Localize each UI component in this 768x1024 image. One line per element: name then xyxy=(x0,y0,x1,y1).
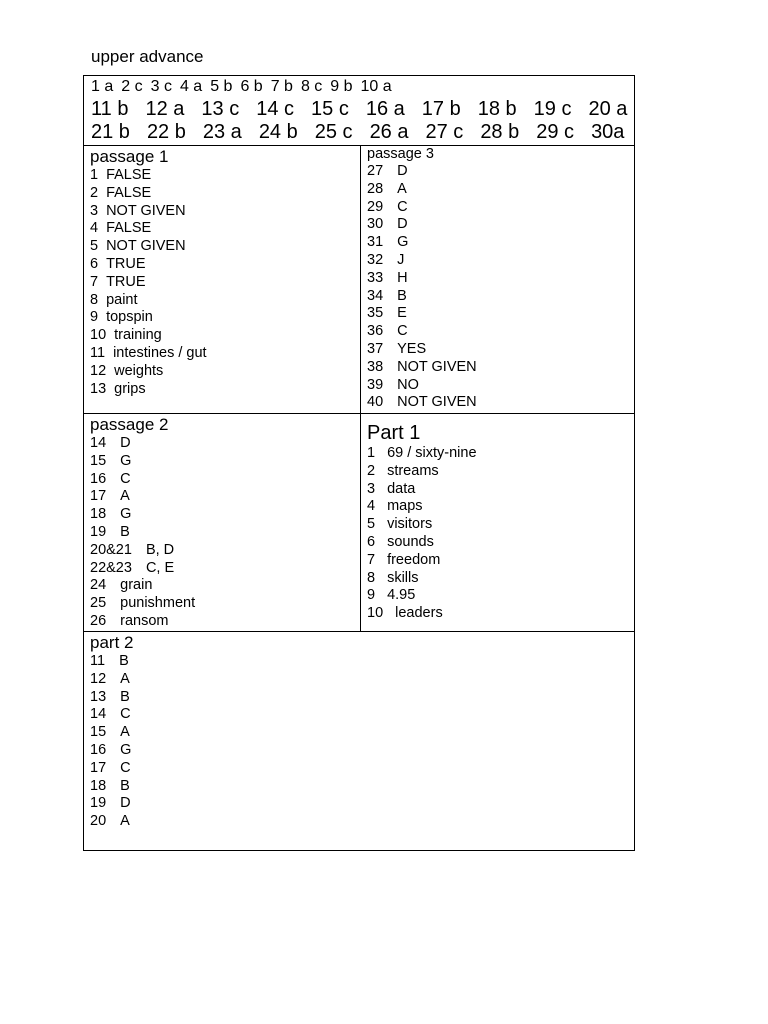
divider xyxy=(84,145,634,146)
passage-3-cell xyxy=(367,146,477,412)
question-number: 1 xyxy=(90,167,99,183)
answer-text: G xyxy=(120,506,132,523)
question-number: 12 xyxy=(90,362,107,379)
answer-text: G xyxy=(397,234,409,251)
grammar-answer: 1 a xyxy=(91,78,114,95)
divider xyxy=(84,413,634,414)
question-number: 10 xyxy=(90,327,107,344)
answer-text: A xyxy=(120,488,130,505)
part-2-heading: part 2 xyxy=(90,633,134,652)
answer-text: FALSE xyxy=(106,184,152,201)
grammar-answer: 15 c xyxy=(311,98,349,120)
question-number: 8 xyxy=(90,291,99,308)
question-number: 38 xyxy=(367,358,384,375)
grammar-answer: 29 c xyxy=(536,121,575,143)
answer-text: data xyxy=(387,480,416,497)
answer-item xyxy=(90,203,207,221)
answer-item xyxy=(90,274,207,292)
answer-item xyxy=(367,305,477,323)
answer-text: topspin xyxy=(106,309,153,326)
question-number: 3 xyxy=(90,202,99,219)
part-1-heading: Part 1 xyxy=(367,422,421,444)
answer-item xyxy=(90,238,207,256)
question-number: 24 xyxy=(90,577,107,594)
answer-text: NOT GIVEN xyxy=(397,358,477,375)
question-number: 25 xyxy=(90,595,107,612)
question-number: 4 xyxy=(367,498,376,515)
question-number: 33 xyxy=(367,269,384,286)
grammar-answer: 10 a xyxy=(360,78,392,95)
passage-2-list xyxy=(90,435,195,631)
question-number: 34 xyxy=(367,287,384,304)
answer-item xyxy=(90,706,133,724)
answer-item xyxy=(90,453,195,471)
grammar-answer: 18 b xyxy=(477,98,517,120)
grammar-answer: 27 c xyxy=(425,121,464,143)
question-number: 13 xyxy=(90,380,107,397)
grammar-answer: 17 b xyxy=(421,98,461,120)
answer-text: YES xyxy=(397,340,427,357)
answer-key-table xyxy=(83,75,635,851)
answer-text: FALSE xyxy=(106,167,152,183)
answer-item xyxy=(90,506,195,524)
passage-1-list xyxy=(90,167,207,398)
grammar-answer: 19 c xyxy=(533,98,572,120)
passage-1-cell xyxy=(90,147,207,398)
answer-item xyxy=(90,167,207,185)
question-number: 27 xyxy=(367,163,384,179)
answer-item xyxy=(90,345,207,363)
answer-text: C xyxy=(397,198,408,215)
answer-item xyxy=(367,570,477,588)
grammar-answer: 11 b xyxy=(91,98,129,120)
answer-item xyxy=(90,381,207,399)
answer-item xyxy=(367,252,477,270)
answer-item xyxy=(90,327,207,345)
question-number: 7 xyxy=(367,551,376,568)
grammar-answer: 2 c xyxy=(121,78,143,95)
answer-text: B xyxy=(119,653,129,669)
part-1-list xyxy=(367,445,477,623)
question-number: 15 xyxy=(90,452,107,469)
answer-text: ransom xyxy=(120,612,169,629)
question-number: 16 xyxy=(90,741,107,758)
answer-text: 4.95 xyxy=(387,587,416,604)
grammar-answer: 24 b xyxy=(258,121,298,143)
grammar-answer: 22 b xyxy=(146,121,186,143)
grammar-answer: 21 b xyxy=(91,121,130,143)
answer-text: NOT GIVEN xyxy=(106,202,186,219)
answer-item xyxy=(90,220,207,238)
answer-item xyxy=(90,724,133,742)
answer-text: D xyxy=(397,163,408,179)
answer-item xyxy=(367,199,477,217)
answer-item xyxy=(367,288,477,306)
answer-text: TRUE xyxy=(106,255,146,272)
answer-text: A xyxy=(120,724,130,741)
part-2-cell xyxy=(90,633,133,831)
question-number: 29 xyxy=(367,198,384,215)
part-1-cell xyxy=(367,421,477,623)
question-number: 31 xyxy=(367,234,384,251)
question-number: 37 xyxy=(367,340,384,357)
passage-2-heading: passage 2 xyxy=(90,415,169,434)
answer-item xyxy=(90,577,195,595)
grammar-row-2 xyxy=(91,98,627,121)
answer-text: B xyxy=(120,523,130,540)
question-number: 36 xyxy=(367,323,384,340)
question-number: 14 xyxy=(90,706,107,723)
answer-text: C, E xyxy=(145,559,175,576)
question-number: 22&23 xyxy=(90,559,132,576)
answer-item xyxy=(367,234,477,252)
answer-item xyxy=(90,742,133,760)
question-number: 12 xyxy=(90,670,107,687)
question-number: 8 xyxy=(367,569,376,586)
answer-item xyxy=(90,795,133,813)
answer-item xyxy=(90,778,133,796)
answer-text: G xyxy=(120,741,132,758)
question-number: 14 xyxy=(90,435,107,451)
passage-3-heading: passage 3 xyxy=(367,146,434,162)
question-number: 6 xyxy=(90,255,99,272)
question-number: 11 xyxy=(90,344,106,361)
answer-item xyxy=(367,216,477,234)
answer-item xyxy=(367,323,477,341)
question-number: 39 xyxy=(367,376,384,393)
answer-text: G xyxy=(120,452,132,469)
question-number: 17 xyxy=(90,759,107,776)
answer-item xyxy=(367,481,477,499)
answer-item xyxy=(90,185,207,203)
question-number: 2 xyxy=(90,184,99,201)
question-number: 7 xyxy=(90,273,99,290)
grammar-row-3 xyxy=(91,121,624,144)
question-number: 4 xyxy=(90,220,99,237)
answer-item xyxy=(90,689,133,707)
answer-text: B xyxy=(120,777,130,794)
passage-3-list xyxy=(367,163,477,412)
answer-text: NOT GIVEN xyxy=(397,394,477,411)
answer-item xyxy=(90,542,195,560)
question-number: 5 xyxy=(367,516,376,533)
answer-text: visitors xyxy=(387,516,433,533)
answer-text: grain xyxy=(120,577,153,594)
question-number: 40 xyxy=(367,394,384,411)
question-number: 11 xyxy=(90,653,106,669)
divider xyxy=(84,631,634,632)
answer-text: punishment xyxy=(120,595,196,612)
passage-1-heading: passage 1 xyxy=(90,147,169,166)
answer-item xyxy=(367,498,477,516)
question-number: 35 xyxy=(367,305,384,322)
answer-item xyxy=(367,605,477,623)
question-number: 16 xyxy=(90,470,107,487)
passage-2-cell xyxy=(90,415,195,631)
answer-text: D xyxy=(397,216,408,233)
answer-item xyxy=(367,463,477,481)
answer-item xyxy=(90,435,195,453)
question-number: 9 xyxy=(90,309,99,326)
question-number: 28 xyxy=(367,180,384,197)
answer-text: C xyxy=(120,759,131,776)
column-divider xyxy=(360,145,361,631)
answer-text: sounds xyxy=(387,533,434,550)
question-number: 9 xyxy=(367,587,376,604)
document-title: upper advance xyxy=(91,47,204,66)
answer-item xyxy=(367,587,477,605)
answer-item xyxy=(367,359,477,377)
question-number: 32 xyxy=(367,251,384,268)
answer-item xyxy=(90,292,207,310)
answer-item xyxy=(90,488,195,506)
answer-text: C xyxy=(120,706,131,723)
question-number: 13 xyxy=(90,688,107,705)
answer-text: leaders xyxy=(395,605,443,622)
answer-item xyxy=(367,270,477,288)
question-number: 20 xyxy=(90,813,107,830)
grammar-row-1 xyxy=(91,78,392,96)
grammar-answer: 20 a xyxy=(588,98,628,120)
answer-text: TRUE xyxy=(106,273,146,290)
answer-item xyxy=(367,181,477,199)
grammar-answer: 14 c xyxy=(256,98,295,120)
grammar-answer: 23 a xyxy=(202,121,242,143)
question-number: 17 xyxy=(90,488,107,505)
answer-text: B xyxy=(397,287,407,304)
answer-text: NO xyxy=(397,376,419,393)
answer-text: B, D xyxy=(145,541,175,558)
answer-text: B xyxy=(120,688,130,705)
answer-text: intestines / gut xyxy=(113,344,207,361)
grammar-answer: 26 a xyxy=(369,121,409,143)
answer-item xyxy=(90,595,195,613)
question-number: 18 xyxy=(90,506,107,523)
answer-text: grips xyxy=(114,380,146,397)
answer-text: A xyxy=(120,813,130,830)
grammar-answer: 12 a xyxy=(145,98,185,120)
question-number: 2 xyxy=(367,462,376,479)
grammar-answer: 4 a xyxy=(179,78,203,95)
question-number: 5 xyxy=(90,238,99,255)
grammar-answer: 3 c xyxy=(150,78,172,95)
question-number: 3 xyxy=(367,480,376,497)
grammar-answer: 30a xyxy=(591,121,625,143)
answer-item xyxy=(90,613,195,631)
question-number: 10 xyxy=(367,605,384,622)
answer-text: A xyxy=(120,670,130,687)
answer-text: H xyxy=(397,269,408,286)
grammar-answer: 9 b xyxy=(330,78,353,95)
question-number: 19 xyxy=(90,795,107,812)
answer-item xyxy=(367,445,477,463)
grammar-answer: 6 b xyxy=(240,78,263,95)
answer-item xyxy=(367,516,477,534)
answer-text: freedom xyxy=(387,551,441,568)
question-number: 15 xyxy=(90,724,107,741)
answer-text: A xyxy=(397,180,407,197)
question-number: 1 xyxy=(367,445,376,461)
answer-item xyxy=(367,552,477,570)
answer-item xyxy=(367,163,477,181)
answer-text: weights xyxy=(114,362,164,379)
question-number: 19 xyxy=(90,523,107,540)
answer-text: streams xyxy=(387,462,439,479)
answer-item xyxy=(367,534,477,552)
answer-item xyxy=(90,256,207,274)
answer-item xyxy=(90,524,195,542)
answer-item xyxy=(90,471,195,489)
question-number: 6 xyxy=(367,533,376,550)
grammar-answer: 5 b xyxy=(210,78,233,95)
answer-item xyxy=(367,341,477,359)
answer-item xyxy=(90,363,207,381)
answer-text: 69 / sixty-nine xyxy=(387,445,477,461)
answer-text: maps xyxy=(387,498,423,515)
grammar-answer: 28 b xyxy=(480,121,520,143)
answer-text: E xyxy=(397,305,407,322)
question-number: 20&21 xyxy=(90,541,132,558)
answer-text: J xyxy=(397,251,405,268)
grammar-answer: 8 c xyxy=(300,78,323,95)
grammar-answer: 13 c xyxy=(201,98,240,120)
part-2-list xyxy=(90,653,133,831)
answer-text: FALSE xyxy=(106,220,152,237)
grammar-answer: 16 a xyxy=(365,98,405,120)
answer-item xyxy=(90,760,133,778)
grammar-answer: 25 c xyxy=(314,121,353,143)
answer-text: C xyxy=(120,470,131,487)
answer-item xyxy=(90,560,195,578)
answer-text: C xyxy=(397,323,408,340)
question-number: 18 xyxy=(90,777,107,794)
grammar-answer: 7 b xyxy=(270,78,293,95)
answer-text: training xyxy=(114,327,162,344)
answer-item xyxy=(367,394,477,412)
question-number: 26 xyxy=(90,612,107,629)
answer-text: skills xyxy=(387,569,419,586)
answer-text: D xyxy=(120,795,131,812)
answer-item xyxy=(367,377,477,395)
answer-item xyxy=(90,309,207,327)
answer-item xyxy=(90,671,133,689)
answer-text: D xyxy=(120,435,131,451)
answer-text: paint xyxy=(106,291,138,308)
answer-item xyxy=(90,813,133,831)
question-number: 30 xyxy=(367,216,384,233)
answer-item xyxy=(90,653,133,671)
answer-text: NOT GIVEN xyxy=(106,238,186,255)
